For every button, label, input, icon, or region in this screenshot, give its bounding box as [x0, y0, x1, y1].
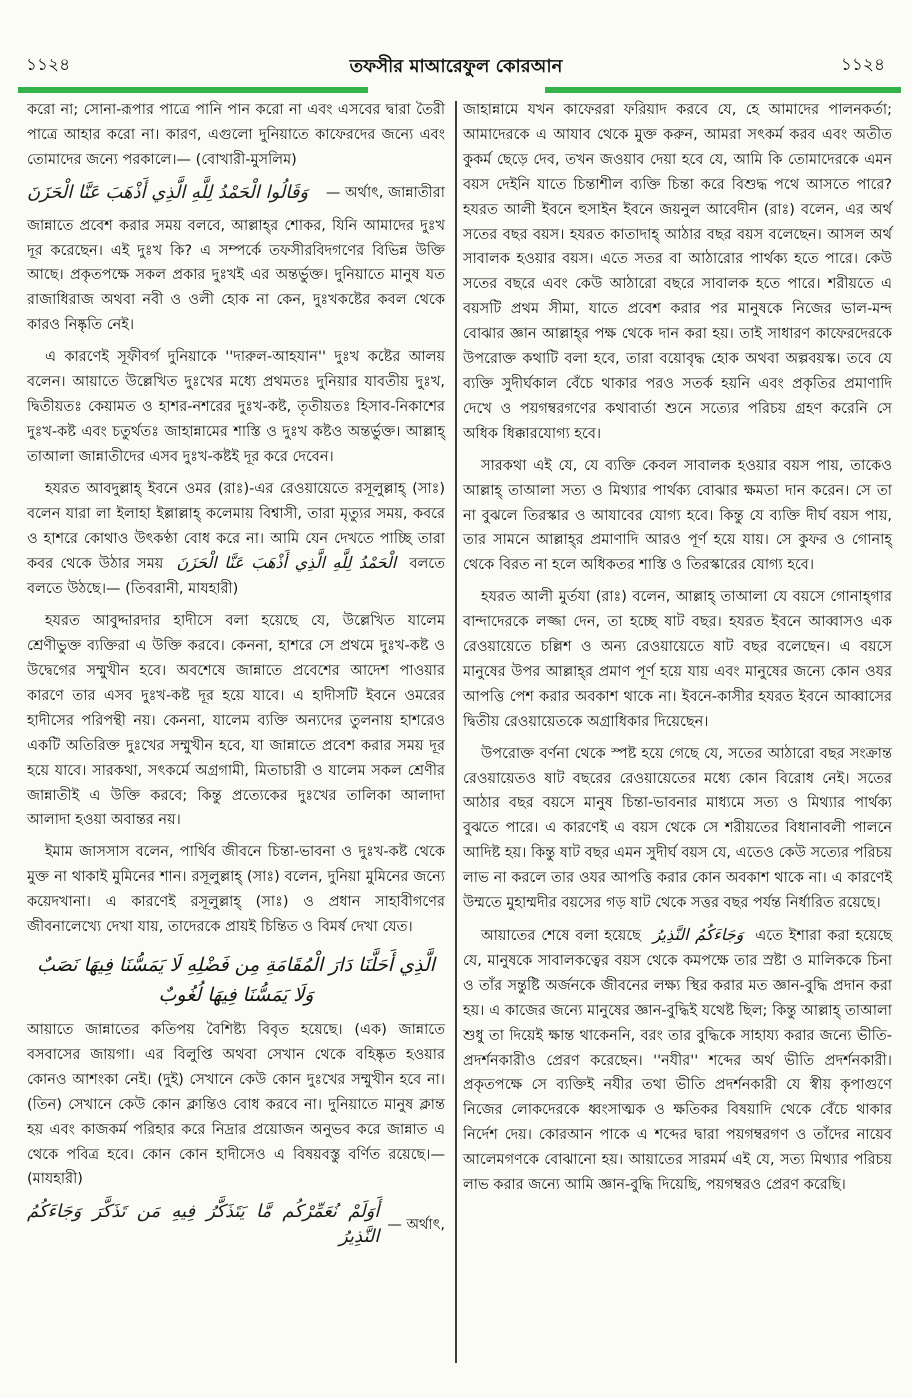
right-column [463, 98, 892, 1205]
right-paragraph-4: উপরোক্ত বর্ণনা থেকে স্পষ্ট হয়ে গেছে যে, সতের আঠারো বছর সংক্রান্ত রেওয়ায়েতও ষাট বছরের রেওয়ায়েতের মধ্যে কোন বিরোধ নেই। সতের আঠার বছর বয়সে মানুষ চিন্তা-ভাবনার মাধ্যমে সত্য ও মিথ্যার পার্থক্য বুঝতে পারে। এ কারণেই এ বয়স থেকে সে শরীয়তের বিধানাবলী পালনে আদিষ্ট হয়। কিন্তু ষাট বছর এমন সুদীর্ঘ বয়স যে, এতেও কেউ সত্যের পরিচয় লাভ না করলে তার ওযর আপত্তি করার কোন অবকাশ থাকে না। এ কারণেই উম্মতে মুহাম্মদীর বয়সের গড় ষাট থেকে সত্তর বছর পর্যন্ত নির্ধারিত রয়েছে। [463, 745, 892, 912]
left-paragraph-4-arabic: الْحَمْدُ لِلَّهِ الَّذِي أَذْهَبَ عَنَّا الْحَزَنَ [176, 553, 397, 573]
left-paragraph-7: আয়াতে জান্নাতের কতিপয় বৈশিষ্ট্য বিবৃত হয়েছে। (এক) জান্নাতে বসবাসের জায়গা। এর বিলুপ্তি অথবা সেখান থেকে বহিষ্কৃত হওয়ার কোনও আশংকা নেই। (দুই) সেখানে কেউ কোন দুঃখের সম্মুখীন হবে না। (তিন) সেখানে কেউ কোন ক্লান্তিও বোধ করবে না। দুনিয়াতে মানুষ ক্লান্ত হয় এবং কাজকর্ম পরিহার করে নিদ্রার প্রয়োজন অনুভব করে জান্নাত এ থেকে পবিত্র হবে। কোন কোন হাদীসেও এ বিষয়বস্তু বর্ণিত রয়েছে।— (মাযহারী) [27, 1022, 445, 1188]
arabic-verse-2-line-1: الَّذِي أَحَلَّنَا دَارَ الْمُقَامَةِ مِن فَضْلِهِ لَا يَمَسُّنَا فِيهَا نَصَبٌ [37, 954, 435, 976]
page-number-right: ১১২৪ [840, 55, 885, 75]
arabic-verse-2 [27, 950, 445, 1010]
right-paragraph-1: জাহান্নামে যখন কাফেররা ফরিয়াদ করবে যে, হে আমাদের পালনকর্তা; আমাদেরকে এ আযাব থেকে মুক্ত করুন, আমরা সৎকর্ম করব এবং অতীত কুকর্ম ছেড়ে দেব, তখন জওয়াব দেয়া হবে যে, আমি কি তোমাদেরকে এমন বয়স দেইনি যাতে চিন্তাশীল ব্যক্তি চিন্তা করে বিশুদ্ধ পথে আসতে পারে? হযরত আলী ইবনে হুসাইন ইবনে জয়নুল আবেদীন (রাঃ) বলেন, এর অর্থ সতের বছর বয়স। হযরত কাতাদাহ্ আঠার বছর বয়স বলেছেন। আসল অর্থ সাবালক হওয়ার বয়স। এতে সতর বা আঠারোর পার্থক্য হতে পারে। কেউ সতের বছরে এবং কেউ আঠারো বছরে সাবালক হতে পারে। শরীয়তে এ বয়সটি প্রথম সীমা, যাতে প্রবেশ করার পর মানুষকে নিজের ভাল-মন্দ বোঝার জ্ঞান আল্লাহ্‌র পক্ষ থেকে দান করা হয়। তাই সাধারণ কাফেরদেরকে উপরোক্ত কথাটি বলা হবে, তারা বয়োবৃদ্ধ হোক অথবা অল্পবয়স্ক। তবে যে ব্যক্তি সুদীর্ঘকাল বেঁচে থাকার পরও সতর্ক হয়নি এবং প্রকৃতির প্রমাণাদি দেখে ও পয়গম্বরগণের কথাবার্তা শুনে সত্যের পরিচয় গ্রহণ করেনি সে অধিক ধিক্কারযোগ্য হবে। [463, 102, 892, 442]
right-paragraph-5-after: এতে ইশারা করা হয়েছে যে, মানুষকে সাবালকত্বের বয়স থেকে কমপক্ষে তার স্রষ্টা ও মালিককে চিনা ও তাঁর সন্তুষ্টি অর্জনকে জীবনের লক্ষ্য স্থির করার মত জ্ঞান-বুদ্ধি প্রদান করা হয়। এ কাজের জন্যে মানুষের জ্ঞান-বুদ্ধিই যথেষ্ট ছিল; কিন্তু আল্লাহ্ তাআলা শুধু তা দিয়েই ক্ষান্ত থাকেননি, বরং তার বুদ্ধিকে সাহায্য করার জন্যে ভীতি-প্রদর্শনকারীও প্রেরণ করেছেন। ''নযীর'' শব্দের অর্থ ভীতি প্রদর্শনকারী। প্রকৃতপক্ষে সে ব্যক্তিই নযীর তথা ভীতি প্রদর্শনকারী যে স্বীয় কৃপাগুণে নিজের লোকদেরকে ধ্বংসাত্মক ও ক্ষতিকর বিষয়াদি থেকে বেঁচে থাকার নির্দেশ দেয়। কোরআন পাকে এ শব্দের দ্বারা পয়গম্বরগণ ও তাঁদের নায়েব আলেমগণকে বোঝানো হয়। আয়াতের সারমর্ম এই যে, সত্য মিথ্যার পরিচয় লাভ করার জন্যে আমি জ্ঞান-বুদ্ধি দিয়েছি, পয়গম্বরও প্রেরণ করেছি। [463, 928, 893, 1194]
arabic-verse-1 [27, 181, 445, 206]
right-paragraph-2: সারকথা এই যে, যে ব্যক্তি কেবল সাবালক হওয়ার বয়স পায়, তাকেও আল্লাহ্ তাআলা সত্য ও মিথ্যার পার্থক্য বোঝার ক্ষমতা দান করেন। সে তা না বুঝলে তিরস্কার ও আযাবের যোগ্য হবে। কিন্তু যে ব্যক্তি দীর্ঘ বয়স পায়, তার সামনে আল্লাহ্‌র প্রমাণাদি আরও পূর্ণ হয়ে যায়। সে কুফর ও গোনাহ্ থেকে বিরত না হলে অধিকতর শাস্তি ও তিরস্কারের যোগ্য হবে। [463, 457, 892, 574]
arabic-verse-3-text: أَوَلَمْ نُعَمِّرْكُم مَّا يَتَذَكَّرُ فِيهِ مَن تَذَكَّرَ وَجَاءَكُمُ النَّذِيرُ [27, 1201, 380, 1248]
right-paragraph-5-before: আয়াতের শেষে বলা হয়েছে [481, 928, 641, 944]
left-paragraph-2: জান্নাতে প্রবেশ করার সময় বলবে, আল্লাহ্‌র শোকর, যিনি আমাদের দুঃখ দূর করেছেন। এই দুঃখ কি? এ সম্পর্কে তফসীরবিদগণের বিভিন্ন উক্তি আছে। প্রকৃতপক্ষে সকল প্রকার দুঃখই এর অন্তর্ভুক্ত। দুনিয়াতে মানুষ যত রাজাধিরাজ অথবা নবী ও ওলী হোক না কেন, দুঃখকষ্টের কবল থেকে কারও নিষ্কৃতি নেই। [27, 217, 445, 334]
arabic-verse-2-line-2: وَلَا يَمَسُّنَا فِيهَا لُغُوبٌ [158, 984, 314, 1006]
column-divider [455, 101, 457, 1363]
left-column [27, 98, 445, 1258]
left-paragraph-4-after: বলতে বলতে উঠছে।— (তিবরানী, মাযহারী) [27, 556, 445, 598]
page-header [0, 44, 912, 84]
header-rule-left [18, 87, 368, 93]
left-paragraph-5: হযরত আবুদ্দারদার হাদীসে বলা হয়েছে যে, উল্লেখিত যালেম শ্রেণীভুক্ত ব্যক্তিরা এ উক্তি করবে। কেননা, হাশরে সে প্রথমে দুঃখ-কষ্ট ও উদ্বেগের সম্মুখীন হবে। অবশেষে জান্নাতে প্রবেশের আদেশ পাওয়ার কারণে তার এসব দুঃখ-কষ্ট দূর হয়ে যাবে। এ হাদীসটি ইবনে ওমরের হাদীসের পরিপন্থী নয়। কেননা, যালেম ব্যক্তি অন্যদের তুলনায় হাশরেও একটি অতিরিক্ত দুঃখের সম্মুখীন হবে, যা জান্নাতে প্রবেশ করার সময় দূর হয়ে যাবে। সারকথা, সৎকর্মে অগ্রগামী, মিতাচারী ও যালেম সকল শ্রেণীর জান্নাতীই এ উক্তি করবে; কিন্তু প্রত্যেকের দুঃখের তালিকা আলাদা আলাদা হওয়া অবান্তর নয়। [27, 613, 445, 829]
page-number-left: ১১২৪ [26, 55, 71, 75]
left-paragraph-6: ইমাম জাসসাস বলেন, পার্থিব জীবনে চিন্তা-ভাবনা ও দুঃখ-কষ্ট থেকে মুক্ত না থাকাই মুমিনের শান। রসূলুল্লাহ্ (সাঃ) বলেন, দুনিয়া মুমিনের জন্যে কয়েদখানা। এ কারণেই রসূলুল্লাহ্ (সাঃ) ও প্রধান সাহাবীগণের জীবনালেখ্যে দেখা যায়, তাদেরকে প্রায়ই চিন্তিত ও বিমর্ষ দেখা যেত। [27, 844, 445, 936]
arabic-verse-1-text: وَقَالُوا الْحَمْدُ لِلَّهِ الَّذِي أَذْهَبَ عَنَّا الْحَزَنَ [27, 181, 309, 203]
page-title: তফসীর মাআরেফুল কোরআন [349, 56, 563, 77]
left-paragraph-4-before: হযরত আবদুল্লাহ্ ইবনে ওমর (রাঃ)-এর রেওয়ায়েতে রসূলুল্লাহ্ (সাঃ) বলেন যারা লা ইলাহা ইল্লাল্লাহ্ কলেমায় বিশ্বাসী, তারা মৃত্যুর সময়, কবরে ও হাশরে কোথাও উৎকণ্ঠা বোধ করে না। আমি যেন দেখতে পাচ্ছি তারা কবর থেকে উঠার সময় [27, 480, 445, 573]
header-rule-right [545, 87, 901, 93]
left-paragraph-4 [27, 477, 445, 603]
arabic-verse-3 [27, 1200, 445, 1250]
right-paragraph-5-arabic: وَجَاءَكُمُ النَّذِيرُ [652, 925, 744, 944]
right-paragraph-3: হযরত আলী মুর্তযা (রাঃ) বলেন, আল্লাহ্ তাআলা যে বয়সে গোনাহ্‌গার বান্দাদেরকে লজ্জা দেন, তা হচ্ছে ষাট বছর। হযরত ইবনে আব্বাসও এক রেওয়ায়েতে চল্লিশ ও অন্য রেওয়ায়েতে ষাট বছর বলেছেন। এ বয়সে মানুষের উপর আল্লাহ্‌র প্রমাণ পূর্ণ হয়ে যায় এবং মানুষের জন্যে কোন ওযর আপত্তি পেশ করার অবকাশ থাকে না। ইবনে-কাসীর হযরত ইবনে আব্বাসের দ্বিতীয় রেওয়ায়েতকে অগ্রাধিকার দিয়েছেন। [463, 589, 892, 730]
arabic-verse-1-label: — অর্থাৎ, জান্নাতীরা [325, 184, 445, 201]
left-paragraph-1: করো না; সোনা-রূপার পাত্রে পানি পান করো না এবং এসবের দ্বারা তৈরী পাত্রে আহার করো না। কারণ, এগুলো দুনিয়াতে কাফেরদের জন্যে এবং তোমাদের জন্যে পরকালে।— (বোখারী-মুসলিম) [27, 102, 445, 168]
arabic-verse-3-label: — অর্থাৎ, [387, 1216, 445, 1233]
right-paragraph-5 [463, 923, 892, 1198]
left-paragraph-3: এ কারণেই সূফীবর্গ দুনিয়াকে ''দারুল-আহযান'' দুঃখ কষ্টের আলয় বলেন। আয়াতে উল্লেখিত দুঃখের মধ্যে প্রথমতঃ দুনিয়ার যাবতীয় দুঃখ, দ্বিতীয়তঃ কেয়ামত ও হাশর-নশরের দুঃখ-কষ্ট, তৃতীয়তঃ হিসাব-নিকাশের দুঃখ-কষ্ট এবং চতুর্থতঃ জাহান্নামের শাস্তি ও দুঃখ কষ্টও অন্তর্ভুক্ত। আল্লাহ্ তাআলা জান্নাতীদের এসব দুঃখ-কষ্টই দূর করে দেবেন। [27, 349, 445, 465]
